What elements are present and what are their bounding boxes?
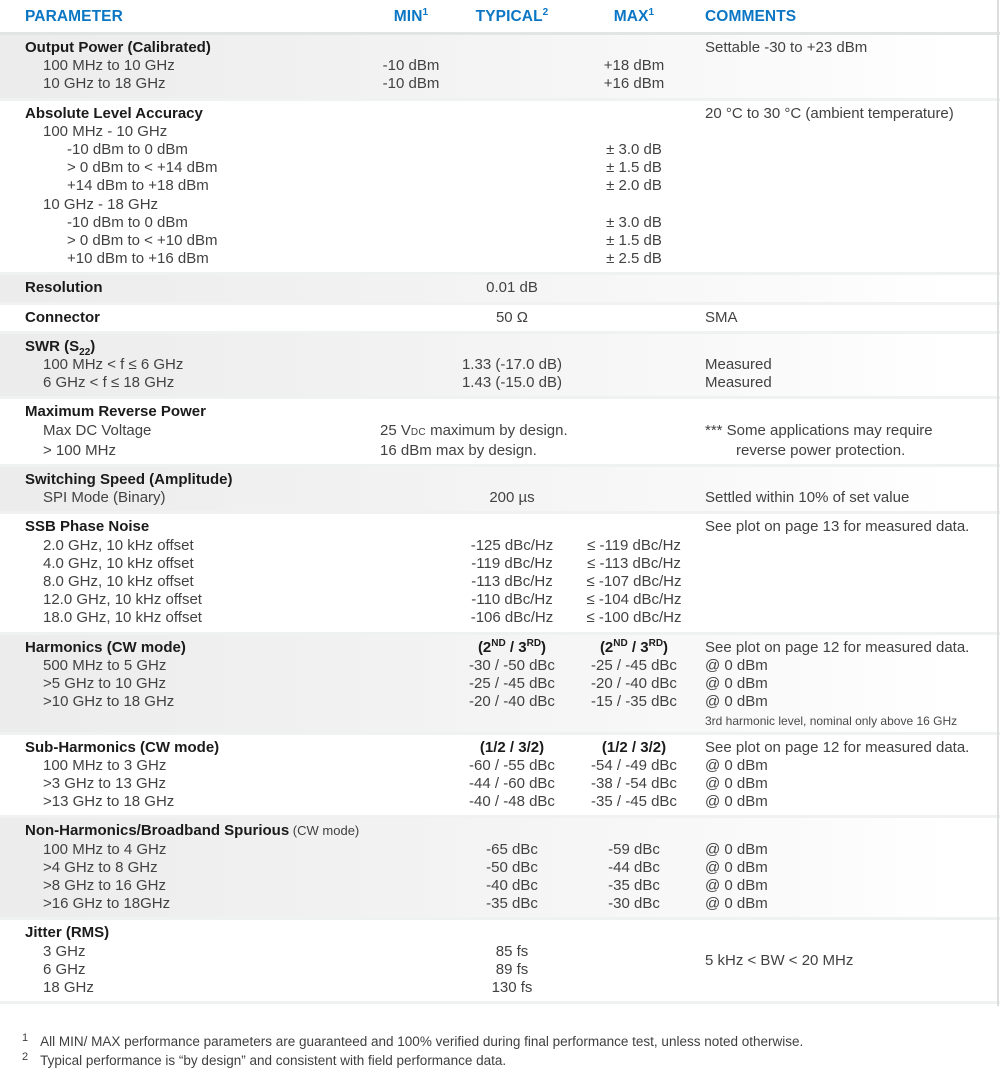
comments-cell: Measured bbox=[705, 374, 772, 392]
spec-row bbox=[0, 859, 1000, 877]
param-cell: +10 dBm to +16 dBm bbox=[67, 250, 209, 268]
comments-cell: *** Some applications may require bbox=[705, 421, 933, 439]
section-non-harmonics bbox=[0, 818, 1000, 920]
max-subheader: (1/2 / 3/2) bbox=[601, 738, 667, 756]
section-sub-harmonics bbox=[0, 735, 1000, 819]
section-title-text: Non-Harmonics/Broadband Spurious bbox=[25, 822, 290, 840]
comments-cell: @ 0 dBm bbox=[705, 774, 768, 792]
col-header-parameter: PARAMETER bbox=[25, 8, 123, 25]
param-cell: 4.0 GHz, 10 kHz offset bbox=[43, 554, 194, 572]
param-cell: > 100 MHz bbox=[43, 441, 116, 459]
footnote-2 bbox=[22, 1051, 1000, 1070]
param-cell: 18 GHz bbox=[43, 978, 94, 996]
spec-row bbox=[0, 739, 1000, 757]
typical-cell: 0.01 dB bbox=[486, 279, 538, 297]
param-cell: >16 GHz to 18GHz bbox=[43, 895, 171, 913]
value-cell: 16 dBm max by design. bbox=[380, 441, 537, 459]
spec-row bbox=[0, 841, 1000, 859]
max-cell: -59 dBc bbox=[608, 840, 660, 858]
spec-row bbox=[0, 924, 1000, 942]
spec-row bbox=[0, 555, 1000, 573]
swr-title-text: SWR (S bbox=[25, 337, 80, 355]
spec-row bbox=[0, 123, 1000, 141]
typical-subheader bbox=[454, 639, 570, 657]
param-cell: > 0 dBm to < +10 dBm bbox=[67, 232, 218, 250]
section-output-power bbox=[0, 35, 1000, 101]
swr-title-close: ) bbox=[90, 337, 96, 355]
comments-cell: See plot on page 12 for measured data. bbox=[705, 638, 970, 656]
comments-cell: See plot on page 13 for measured data. bbox=[705, 518, 970, 536]
typical-cell: -119 dBc/Hz bbox=[471, 554, 553, 572]
comments-cell: @ 0 dBm bbox=[705, 656, 768, 674]
section-title: Harmonics (CW mode) bbox=[25, 638, 186, 656]
param-cell: 100 MHz < f ≤ 6 GHz bbox=[43, 356, 184, 374]
spec-row bbox=[0, 232, 1000, 250]
spec-row bbox=[0, 196, 1000, 214]
harmonic-order-text: ) bbox=[541, 638, 547, 656]
harmonic-order-text: (2 bbox=[477, 638, 492, 656]
spec-row bbox=[0, 250, 1000, 268]
harmonics-note: 3rd harmonic level, nominal only above 16 GHz bbox=[705, 713, 958, 728]
spec-row bbox=[0, 279, 1000, 297]
max-cell: +18 dBm bbox=[603, 57, 665, 75]
param-cell: 10 GHz - 18 GHz bbox=[43, 195, 159, 213]
spec-row bbox=[0, 403, 1000, 421]
spec-row bbox=[0, 57, 1000, 75]
comments-cell: Measured bbox=[705, 356, 772, 374]
table-header-row bbox=[0, 0, 1000, 35]
param-cell: -10 dBm to 0 dBm bbox=[67, 213, 188, 231]
comments-cell: @ 0 dBm bbox=[705, 895, 768, 913]
max-subheader bbox=[570, 639, 698, 657]
comments-cell: @ 0 dBm bbox=[705, 840, 768, 858]
col-header-comments: COMMENTS bbox=[705, 8, 797, 25]
comments-cell: 20 °C to 30 °C (ambient temperature) bbox=[705, 104, 954, 122]
footnote-1-marker: 1 bbox=[22, 1031, 29, 1044]
param-cell: 6 GHz bbox=[43, 960, 86, 978]
spec-row bbox=[0, 177, 1000, 195]
spec-row bbox=[0, 775, 1000, 793]
section-jitter bbox=[0, 920, 1000, 1004]
section-title: Sub-Harmonics (CW mode) bbox=[25, 738, 220, 756]
spec-row bbox=[0, 489, 1000, 507]
max-cell: ± 1.5 dB bbox=[606, 159, 662, 177]
spec-row bbox=[0, 471, 1000, 489]
typical-cell: -113 dBc/Hz bbox=[471, 573, 553, 591]
max-cell: ≤ -100 dBc/Hz bbox=[586, 609, 682, 627]
spec-row bbox=[0, 442, 1000, 460]
col-header-typical bbox=[454, 8, 570, 26]
comments-cell: @ 0 dBm bbox=[705, 756, 768, 774]
spec-row bbox=[0, 422, 1000, 442]
max-cell: -15 / -35 dBc bbox=[591, 693, 677, 711]
max-footnote-ref: 1 bbox=[648, 6, 655, 18]
comments-cell: 5 kHz < BW < 20 MHz bbox=[705, 951, 854, 969]
col-header-max bbox=[570, 8, 698, 26]
max-cell: -44 dBc bbox=[608, 858, 660, 876]
param-cell: 100 MHz to 3 GHz bbox=[43, 756, 167, 774]
spec-row bbox=[0, 822, 1000, 840]
max-cell: ≤ -107 dBc/Hz bbox=[586, 573, 682, 591]
value-text: maximum by design. bbox=[425, 421, 568, 439]
value-cell bbox=[368, 422, 698, 442]
param-cell: >5 GHz to 10 GHz bbox=[43, 675, 166, 693]
typical-cell: 50 Ω bbox=[495, 308, 529, 326]
comments-cell: @ 0 dBm bbox=[705, 858, 768, 876]
param-cell: > 0 dBm to < +14 dBm bbox=[67, 159, 218, 177]
max-cell: ± 2.5 dB bbox=[606, 250, 662, 268]
param-cell: 12.0 GHz, 10 kHz offset bbox=[43, 591, 202, 609]
min-cell: -10 dBm bbox=[382, 75, 440, 93]
spec-row bbox=[0, 105, 1000, 123]
param-cell: >4 GHz to 8 GHz bbox=[43, 858, 158, 876]
max-cell: ≤ -119 dBc/Hz bbox=[587, 536, 681, 554]
section-title-suffix: (CW mode) bbox=[289, 823, 360, 839]
section-maximum-reverse-power bbox=[0, 399, 1000, 467]
min-footnote-ref: 1 bbox=[422, 6, 429, 18]
typical-subheader: (1/2 / 3/2) bbox=[479, 738, 545, 756]
typical-cell: 85 fs bbox=[495, 942, 529, 960]
typical-cell: -35 dBc bbox=[486, 895, 538, 913]
typical-cell: 1.33 (-17.0 dB) bbox=[461, 356, 563, 374]
param-cell: 10 GHz to 18 GHz bbox=[43, 75, 166, 93]
section-title: SSB Phase Noise bbox=[25, 518, 150, 536]
max-cell: -35 dBc bbox=[608, 876, 660, 894]
col-header-min bbox=[368, 8, 454, 26]
spec-row bbox=[0, 573, 1000, 591]
section-title bbox=[0, 338, 368, 356]
param-cell: 2.0 GHz, 10 kHz offset bbox=[43, 536, 194, 554]
section-title: Resolution bbox=[25, 279, 103, 297]
col-header-max-label: MAX bbox=[613, 8, 649, 25]
max-cell: +16 dBm bbox=[603, 75, 665, 93]
typical-footnote-ref: 2 bbox=[542, 6, 549, 18]
page-edge-line bbox=[997, 0, 999, 1006]
section-absolute-level-accuracy bbox=[0, 101, 1000, 276]
section-harmonics bbox=[0, 635, 1000, 735]
max-cell: ± 3.0 dB bbox=[606, 141, 662, 159]
param-cell: 100 MHz to 4 GHz bbox=[43, 840, 167, 858]
spec-row bbox=[0, 675, 1000, 693]
typical-cell: -44 / -60 dBc bbox=[469, 774, 555, 792]
max-cell: ± 3.0 dB bbox=[606, 213, 662, 231]
section-title: Switching Speed (Amplitude) bbox=[25, 471, 233, 489]
typical-cell: 130 fs bbox=[491, 978, 533, 996]
harmonic-order-text: ) bbox=[663, 638, 669, 656]
section-swr bbox=[0, 334, 1000, 400]
comments-cell: reverse power protection. bbox=[736, 441, 906, 459]
typical-cell: -110 dBc/Hz bbox=[471, 591, 553, 609]
spec-row bbox=[0, 979, 1000, 997]
typical-cell: -40 dBc bbox=[486, 876, 538, 894]
max-cell: -38 / -54 dBc bbox=[591, 774, 677, 792]
spec-row bbox=[0, 693, 1000, 711]
max-cell: -20 / -40 dBc bbox=[591, 675, 677, 693]
spec-row bbox=[0, 309, 1000, 327]
section-title: Absolute Level Accuracy bbox=[25, 104, 203, 122]
col-header-min-label: MIN bbox=[393, 8, 423, 25]
param-cell: 6 GHz < f ≤ 18 GHz bbox=[43, 374, 175, 392]
param-cell: >3 GHz to 13 GHz bbox=[43, 774, 166, 792]
swr-title-subscript: 22 bbox=[79, 346, 91, 358]
harmonic-order-sup: RD bbox=[526, 637, 542, 649]
typical-cell: 89 fs bbox=[495, 960, 529, 978]
max-cell: ≤ -104 dBc/Hz bbox=[586, 591, 682, 609]
comments-cell: @ 0 dBm bbox=[705, 876, 768, 894]
param-cell: +14 dBm to +18 dBm bbox=[67, 177, 209, 195]
footnote-2-text: Typical performance is “by design” and consistent with field performance data. bbox=[40, 1053, 507, 1069]
typical-cell: -125 dBc/Hz bbox=[470, 536, 554, 554]
section-title: Jitter (RMS) bbox=[25, 924, 110, 942]
typical-cell: 1.43 (-15.0 dB) bbox=[461, 374, 563, 392]
typical-cell: -106 dBc/Hz bbox=[470, 609, 554, 627]
spec-row bbox=[0, 609, 1000, 627]
spec-row bbox=[0, 159, 1000, 177]
harmonic-order-text: / 3 bbox=[505, 638, 527, 656]
param-cell: Max DC Voltage bbox=[43, 421, 152, 439]
comments-cell: See plot on page 12 for measured data. bbox=[705, 738, 970, 756]
spec-row bbox=[0, 141, 1000, 159]
spec-row bbox=[0, 537, 1000, 555]
harmonic-order-sup: ND bbox=[491, 637, 506, 649]
footnote-2-marker: 2 bbox=[22, 1050, 29, 1063]
typical-cell: -20 / -40 dBc bbox=[469, 693, 555, 711]
section-switching-speed bbox=[0, 467, 1000, 514]
typical-cell: -30 / -50 dBc bbox=[469, 656, 555, 674]
harmonic-order-text: (2 bbox=[599, 638, 614, 656]
comments-cell: @ 0 dBm bbox=[705, 675, 768, 693]
typical-cell: -60 / -55 dBc bbox=[469, 756, 555, 774]
section-resolution bbox=[0, 275, 1000, 304]
typical-cell: -65 dBc bbox=[486, 840, 538, 858]
max-cell: -54 / -49 dBc bbox=[591, 756, 677, 774]
section-connector bbox=[0, 305, 1000, 334]
comments-cell: @ 0 dBm bbox=[705, 693, 768, 711]
section-title bbox=[0, 822, 368, 840]
comments-cell: Settled within 10% of set value bbox=[705, 489, 910, 507]
param-cell: 18.0 GHz, 10 kHz offset bbox=[43, 609, 202, 627]
spec-row bbox=[0, 39, 1000, 57]
spec-row bbox=[0, 75, 1000, 93]
param-cell: 500 MHz to 5 GHz bbox=[43, 656, 167, 674]
typical-cell: -40 / -48 dBc bbox=[469, 793, 555, 811]
max-cell: ± 1.5 dB bbox=[606, 232, 662, 250]
comments-cell: Settable -30 to +23 dBm bbox=[705, 39, 868, 56]
harmonic-order-sup: RD bbox=[648, 637, 664, 649]
max-cell: ≤ -113 dBc/Hz bbox=[587, 554, 681, 572]
min-cell: -10 dBm bbox=[382, 57, 440, 75]
max-cell: -30 dBc bbox=[608, 895, 660, 913]
footnote-1 bbox=[22, 1032, 1000, 1051]
spec-row bbox=[0, 712, 1000, 728]
harmonic-order-sup: ND bbox=[613, 637, 628, 649]
spec-row bbox=[0, 518, 1000, 536]
vdc-subscript: DC bbox=[410, 426, 426, 438]
section-ssb-phase-noise bbox=[0, 514, 1000, 634]
spec-row bbox=[0, 374, 1000, 392]
spec-row bbox=[0, 214, 1000, 232]
section-title: Output Power (Calibrated) bbox=[25, 39, 211, 56]
spec-row bbox=[0, 356, 1000, 374]
param-cell: SPI Mode (Binary) bbox=[43, 489, 166, 507]
max-cell: ± 2.0 dB bbox=[606, 177, 662, 195]
typical-cell: -50 dBc bbox=[486, 858, 538, 876]
spec-row bbox=[0, 793, 1000, 811]
section-title: Connector bbox=[25, 308, 100, 326]
col-header-typical-label: TYPICAL bbox=[475, 8, 543, 25]
max-cell: -25 / -45 dBc bbox=[591, 656, 677, 674]
typical-cell: -25 / -45 dBc bbox=[469, 675, 555, 693]
param-cell: >10 GHz to 18 GHz bbox=[43, 693, 175, 711]
param-cell: >13 GHz to 18 GHz bbox=[43, 793, 175, 811]
footnotes bbox=[0, 1004, 1000, 1070]
param-cell: 100 MHz to 10 GHz bbox=[43, 57, 175, 75]
footnote-1-text: All MIN/ MAX performance parameters are guaranteed and 100% verified during final performance test, unless noted otherwise. bbox=[40, 1034, 804, 1050]
comments-cell: SMA bbox=[705, 308, 738, 326]
comments-cell: @ 0 dBm bbox=[705, 793, 768, 811]
param-cell: 100 MHz - 10 GHz bbox=[43, 122, 168, 140]
spec-row bbox=[0, 877, 1000, 895]
max-cell: -35 / -45 dBc bbox=[591, 793, 677, 811]
spec-row bbox=[0, 338, 1000, 356]
spec-row bbox=[0, 657, 1000, 675]
spec-row bbox=[0, 639, 1000, 657]
param-cell: -10 dBm to 0 dBm bbox=[67, 141, 188, 159]
spec-row bbox=[0, 757, 1000, 775]
param-cell: 8.0 GHz, 10 kHz offset bbox=[43, 573, 194, 591]
spec-row bbox=[0, 591, 1000, 609]
value-text: 25 V bbox=[380, 421, 411, 439]
section-title: Maximum Reverse Power bbox=[25, 403, 206, 421]
param-cell: >8 GHz to 16 GHz bbox=[43, 876, 166, 894]
spec-row bbox=[0, 895, 1000, 913]
typical-cell: 200 µs bbox=[489, 489, 535, 507]
param-cell: 3 GHz bbox=[43, 942, 86, 960]
harmonic-order-text: / 3 bbox=[627, 638, 649, 656]
